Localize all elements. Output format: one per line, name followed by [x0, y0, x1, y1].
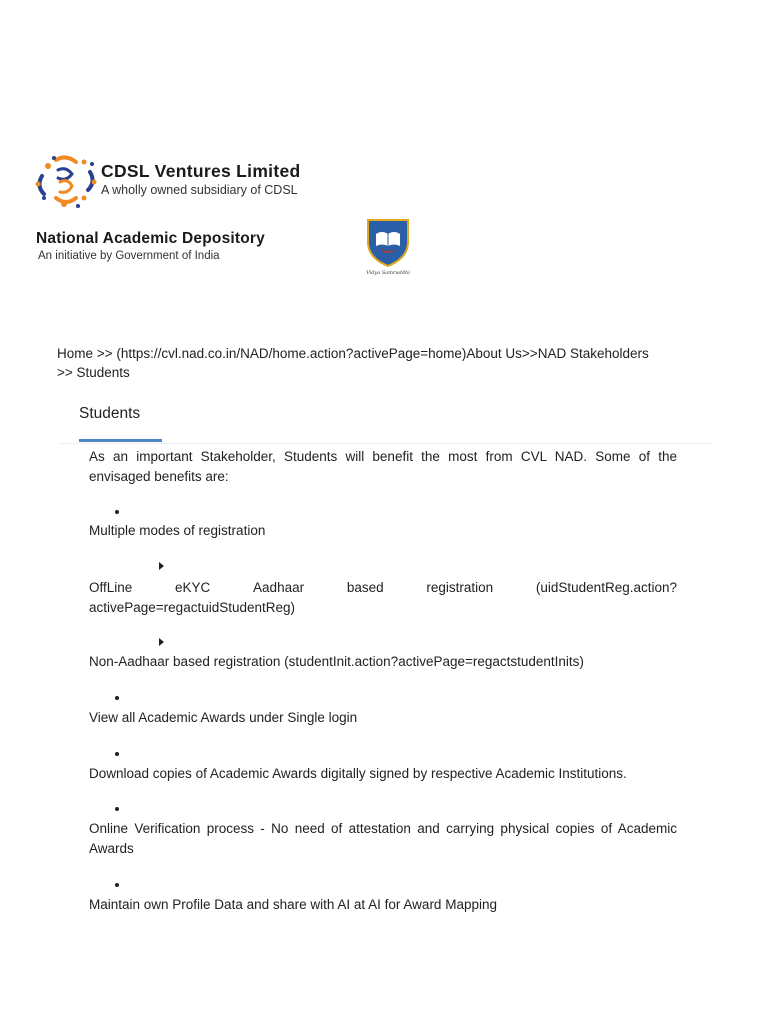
title-divider: [60, 443, 713, 444]
offline-word: (uidStudentReg.action?: [535, 580, 677, 595]
breadcrumb-home-link[interactable]: Home: [57, 346, 94, 361]
breadcrumb-current: >> Students: [57, 365, 130, 380]
bullet-dot: [115, 752, 119, 756]
offline-word: registration: [426, 580, 494, 595]
cdsl-logo-icon: [34, 152, 98, 210]
benefit-download-copies: Download copies of Academic Awards digitally signed by respective Academic Institutions.: [89, 766, 627, 781]
bullet-dot: [115, 883, 119, 887]
offline-url-continuation: activePage=regactuidStudentReg): [89, 599, 296, 615]
cdsl-company-name: CDSL Ventures Limited: [101, 161, 301, 181]
offline-word: based: [346, 580, 384, 595]
benefit-online-verification: Online Verification process - No need of attestation and carrying physical copies of Academic Awards: [89, 821, 677, 856]
non-aadhaar-registration-link[interactable]: Non-Aadhaar based registration (studentInit.action?activePage=regactstudentInits): [89, 654, 584, 669]
offline-ekyc-registration-link[interactable]: [89, 578, 677, 617]
bullet-dot: [115, 510, 119, 514]
page-title: Students: [79, 405, 141, 422]
sub-bullet-triangle-icon: [159, 562, 164, 570]
title-underline: [79, 439, 162, 442]
benefit-registration-modes: Multiple modes of registration: [89, 523, 266, 538]
bullet-dot: [115, 807, 119, 811]
offline-word: OffLine: [89, 580, 133, 595]
bullet-dot: [115, 696, 119, 700]
nad-title: National Academic Depository: [36, 230, 265, 247]
offline-word: Aadhaar: [253, 580, 305, 595]
nad-tagline: An initiative by Government of India: [38, 250, 220, 262]
seal-caption: Vidya Samruddhi: [366, 270, 410, 276]
cdsl-tagline: A wholly owned subsidiary of CDSL: [101, 183, 298, 197]
breadcrumb: [57, 344, 717, 382]
breadcrumb-about-link[interactable]: (https://cvl.nad.co.in/NAD/home.action?activePage=home)About Us: [116, 346, 522, 361]
nad-seal-icon: [362, 216, 414, 276]
offline-word: eKYC: [175, 580, 211, 595]
sub-bullet-triangle-icon: [159, 638, 164, 646]
intro-paragraph: As an important Stakeholder, Students will benefit the most from CVL NAD. Some of the envisaged benefits are:: [89, 449, 677, 484]
breadcrumb-separator: >>: [96, 346, 113, 361]
benefit-single-login: View all Academic Awards under Single login: [89, 710, 358, 725]
benefit-profile-data: Maintain own Profile Data and share with AI at AI for Award Mapping: [89, 897, 497, 912]
breadcrumb-stakeholders-link[interactable]: >>NAD Stakeholders: [521, 346, 649, 361]
